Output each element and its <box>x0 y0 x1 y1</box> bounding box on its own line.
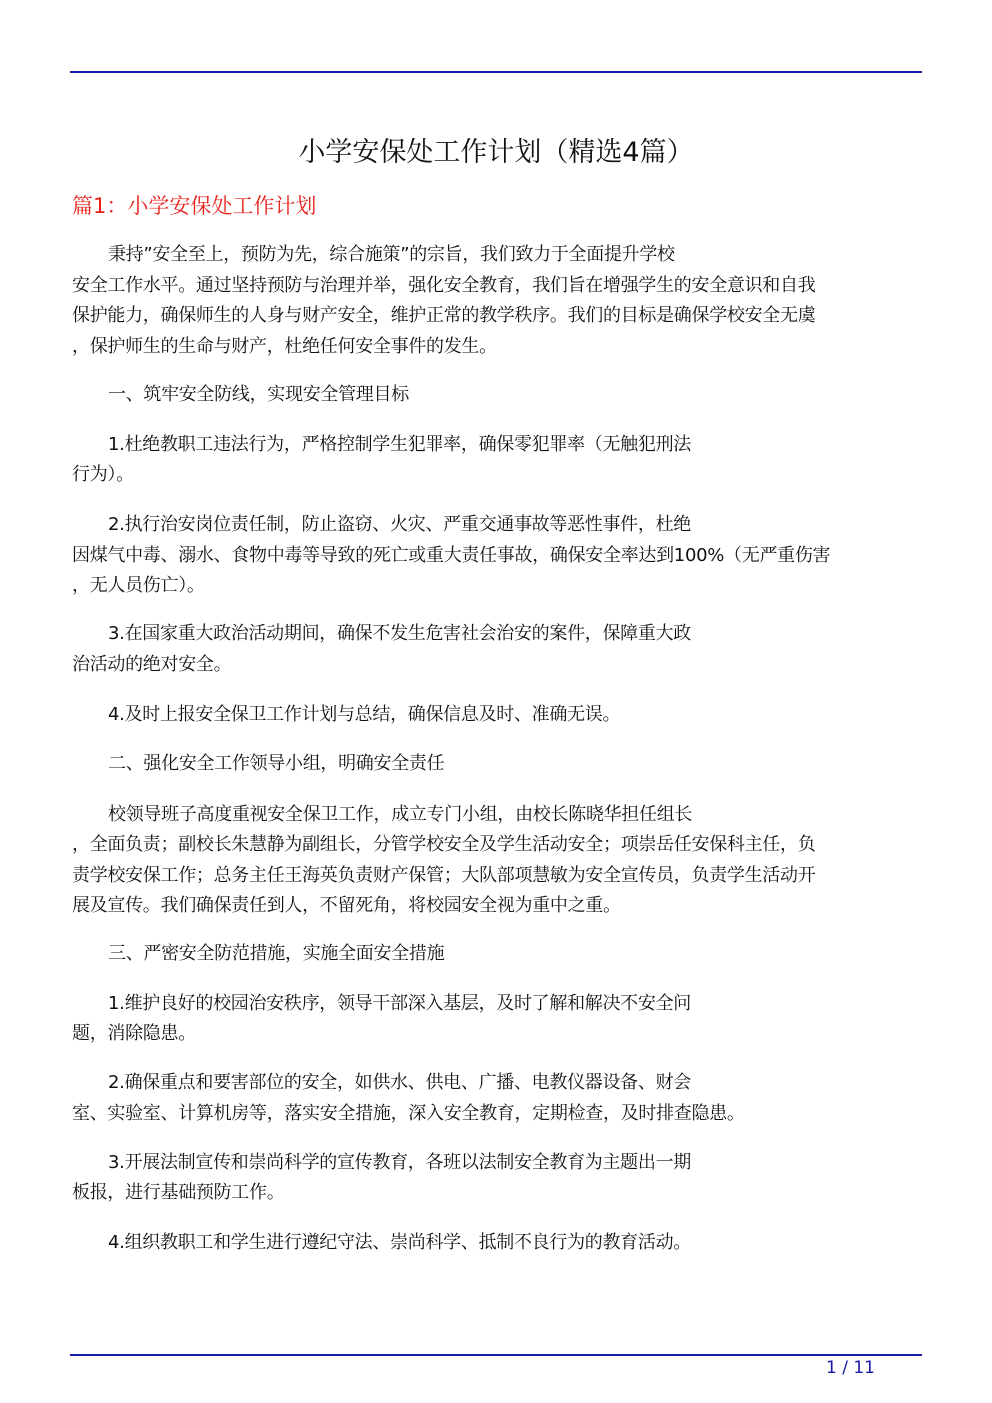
paragraph-first-line: 2.执行治安岗位责任制，防止盗窃、火灾、严重交通事故等恶性事件，杜绝 <box>108 514 691 535</box>
paragraph-first-line: 一、筑牢安全防线，实现安全管理目标 <box>108 384 409 405</box>
paragraph-first-line: 1.维护良好的校园治安秩序，领导干部深入基层，及时了解和解决不安全问 <box>108 993 691 1014</box>
paragraph-first-line: 4.组织教职工和学生进行遵纪守法、崇尚科学、抵制不良行为的教育活动。 <box>108 1232 691 1253</box>
paragraph-line: 安全工作水平。通过坚持预防与治理并举，强化安全教育，我们旨在增强学生的安全意识和自我 <box>72 275 816 296</box>
paragraph-line: ，保护师生的生命与财产，杜绝任何安全事件的发生。 <box>72 336 497 357</box>
paragraph-line: 行为）。 <box>72 464 134 485</box>
paragraph-first-line: 2.确保重点和要害部位的安全，如供水、供电、广播、电教仪器设备、财会 <box>108 1072 691 1093</box>
paragraph-line: 题，消除隐患。 <box>72 1023 196 1044</box>
header-rule <box>70 71 922 73</box>
paragraph-line: 保护能力，确保师生的人身与财产安全，维护正常的教学秩序。我们的目标是确保学校安全无虞 <box>72 305 816 326</box>
paragraph-line: 展及宣传。我们确保责任到人，不留死角，将校园安全视为重中之重。 <box>72 895 621 916</box>
paragraph-line: 责学校安保工作；总务主任王海英负责财产保管；大队部项慧敏为安全宣传员，负责学生活动开 <box>72 865 816 886</box>
paragraph-first-line: 校领导班子高度重视安全保卫工作，成立专门小组，由校长陈晓华担任组长 <box>108 804 693 825</box>
paragraph-line: 治活动的绝对安全。 <box>72 654 232 675</box>
paragraph-line: 板报，进行基础预防工作。 <box>72 1182 285 1203</box>
document-title: 小学安保处工作计划（精选4篇） <box>298 137 694 168</box>
paragraph-line: 因煤气中毒、溺水、食物中毒等导致的死亡或重大责任事故，确保安全率达到100%（无严重伤害 <box>72 545 831 566</box>
paragraph-first-line: 4.及时上报安全保卫工作计划与总结，确保信息及时、准确无误。 <box>108 704 621 725</box>
section-heading: 篇1：小学安保处工作计划 <box>72 194 317 218</box>
paragraph-first-line: 二、强化安全工作领导小组，明确安全责任 <box>108 753 445 774</box>
page-number: 1 / 11 <box>826 1358 875 1378</box>
paragraph-line: 室、实验室、计算机房等，落实安全措施，深入安全教育，定期检查，及时排查隐患。 <box>72 1103 745 1124</box>
paragraph-line: ，无人员伤亡）。 <box>72 575 205 596</box>
footer-rule <box>70 1354 922 1356</box>
paragraph-first-line: 秉持”安全至上，预防为先，综合施策”的宗旨，我们致力于全面提升学校 <box>108 244 675 265</box>
paragraph-first-line: 3.开展法制宣传和崇尚科学的宣传教育，各班以法制安全教育为主题出一期 <box>108 1152 691 1173</box>
paragraph-first-line: 三、严密安全防范措施，实施全面安全措施 <box>108 943 445 964</box>
paragraph-first-line: 3.在国家重大政治活动期间，确保不发生危害社会治安的案件，保障重大政 <box>108 623 691 644</box>
paragraph-line: ，全面负责；副校长朱慧静为副组长，分管学校安全及学生活动安全；项崇岳任安保科主任，负 <box>72 834 816 855</box>
paragraph-first-line: 1.杜绝教职工违法行为，严格控制学生犯罪率，确保零犯罪率（无触犯刑法 <box>108 434 691 455</box>
